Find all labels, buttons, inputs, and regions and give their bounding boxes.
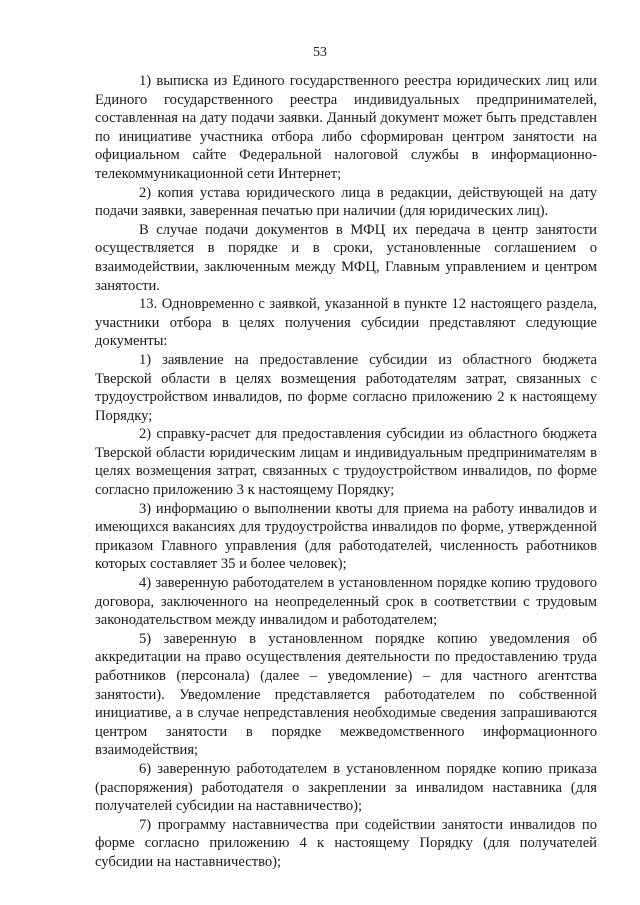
paragraph-item-2: 2) копия устава юридического лица в редакции, действующей на дату подачи заявки, заверенная печатью при наличии (для юридических лиц). <box>95 184 597 220</box>
paragraph-item-1: 1) выписка из Единого государственного реестра юридических лиц или Единого государственного реестра индивидуальных предпринимателей, составленная на дату подачи заявки. Данный документ может быть представлен по инициативе участника отбора либо сформирован центром занятости на официальном сайте Федеральной налоговой службы в информационно-телекоммуникационной сети Интернет; <box>95 73 597 182</box>
paragraph-section-13: 13. Одновременно с заявкой, указанной в пункте 12 настоящего раздела, участники отбора в целях получения субсидии представляют следующие документы: <box>95 296 597 350</box>
paragraph-doc-1: 1) заявление на предоставление субсидии из областного бюджета Тверской области в целях возмещения работодателям затрат, связанных с трудоустройством инвалидов, по форме согласно приложению 2 к настоящему Порядку; <box>95 351 597 424</box>
paragraph-doc-7: 7) программу наставничества при содействии занятости инвалидов по форме согласно приложению 4 к настоящему Порядку (для получателей субсидии на наставничество); <box>95 816 597 870</box>
page-number: 53 <box>313 45 327 60</box>
paragraph-doc-3: 3) информацию о выполнении квоты для приема на работу инвалидов и имеющихся вакансиях для трудоустройства инвалидов по форме, утвержденной приказом Главного управления (для работодателей, численность работников которых составляет 35 и более человек); <box>95 500 597 573</box>
paragraph-doc-2: 2) справку-расчет для предоставления субсидии из областного бюджета Тверской области юридическим лицам и индивидуальным предпринимателям в целях возмещения затрат, связанных с трудоустройством инвалидов, по форме согласно приложению 3 к настоящему Порядку; <box>95 426 597 499</box>
document-body <box>95 72 597 872</box>
paragraph-doc-5: 5) заверенную в установленном порядке копию уведомления об аккредитации на право осуществления деятельности по предоставлению труда работников (персонала) (далее – уведомление) – для частного агентства занятости). Уведомление представляется работодателем по собственной инициативе, а в случае непредставления необходимые сведения запрашиваются центром занятости в порядке межведомственного информационного взаимодействия; <box>95 630 597 759</box>
paragraph-doc-6: 6) заверенную работодателем в установленном порядке копию приказа (распоряжения) работодателя о закреплении за инвалидом наставника (для получателей субсидии на наставничество); <box>95 760 597 815</box>
paragraph-doc-4: 4) заверенную работодателем в установленном порядке копию трудового договора, заключенного на неопределенный срок в соответствии с трудовым законодательством между инвалидом и работодателем; <box>95 575 597 629</box>
paragraph-mfc: В случае подачи документов в МФЦ их передача в центр занятости осуществляется в порядке и в сроки, установленные соглашением о взаимодействии, заключенным между МФЦ, Главным управлением и центром занятости. <box>95 221 597 294</box>
